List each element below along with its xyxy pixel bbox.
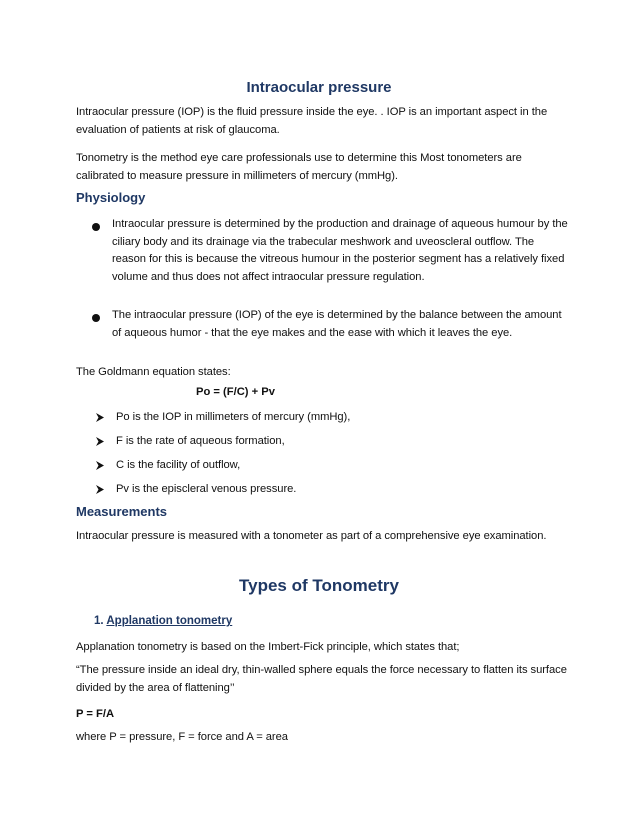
- imbert-fick-quote: “The pressure inside an ideal dry, thin-walled sphere equals the force necessary to flatten its surface divided by the area of flattening’’: [76, 664, 567, 694]
- measurements-heading: Measurements: [76, 504, 168, 519]
- item-title: Applanation tonometry: [106, 615, 233, 627]
- applanation-formula: P = F/A: [76, 708, 115, 720]
- physiology-heading: Physiology: [76, 190, 146, 205]
- definition-item: Po is the IOP in millimeters of mercury (mmHg),: [116, 411, 351, 423]
- bullet-icon: [92, 223, 100, 231]
- arrow-bullet-icon: [96, 437, 104, 446]
- physiology-bullet: The intraocular pressure (IOP) of the eye is determined by the balance between the amount of aqueous humor - that the eye makes and the ease with which it leaves the eye.: [112, 309, 562, 339]
- physiology-bullet: Intraocular pressure is determined by the production and drainage of aqueous humour by the ciliary body and its drainage via the trabecular meshwork and uveoscleral outflow. The reason for this is because the vitreous humour in the posterior segment has a relatively fixed volume and thus does not affect intraocular pressure regulation.: [112, 218, 568, 284]
- tonometry-heading: Types of Tonometry: [239, 576, 399, 595]
- page-title: Intraocular pressure: [246, 79, 392, 96]
- intro-paragraph: Intraocular pressure (IOP) is the fluid pressure inside the eye. . IOP is an important aspect in the evaluation of patients at risk of glaucoma.: [76, 106, 548, 136]
- tonometry-item: [94, 613, 232, 631]
- arrow-bullet-icon: [96, 461, 104, 470]
- definition-item: F is the rate of aqueous formation,: [116, 435, 285, 447]
- item-number: 1.: [94, 615, 104, 627]
- formula-definition: where P = pressure, F = force and A = area: [76, 731, 288, 743]
- definition-item: Pv is the episcleral venous pressure.: [116, 483, 297, 495]
- goldmann-formula: Po = (F/C) + Pv: [196, 386, 275, 398]
- definition-item: C is the facility of outflow,: [116, 459, 241, 471]
- applanation-intro: Applanation tonometry is based on the Imbert-Fick principle, which states that;: [76, 641, 460, 653]
- arrow-bullet-icon: [96, 413, 104, 422]
- tonometry-paragraph: Tonometry is the method eye care professionals use to determine this Most tonometers are calibrated to measure pressure in millimeters of mercury (mmHg).: [76, 152, 522, 182]
- arrow-bullet-icon: [96, 485, 104, 494]
- measurements-paragraph: Intraocular pressure is measured with a tonometer as part of a comprehensive eye examination.: [76, 530, 547, 542]
- goldmann-intro: The Goldmann equation states:: [76, 366, 231, 378]
- bullet-icon: [92, 314, 100, 322]
